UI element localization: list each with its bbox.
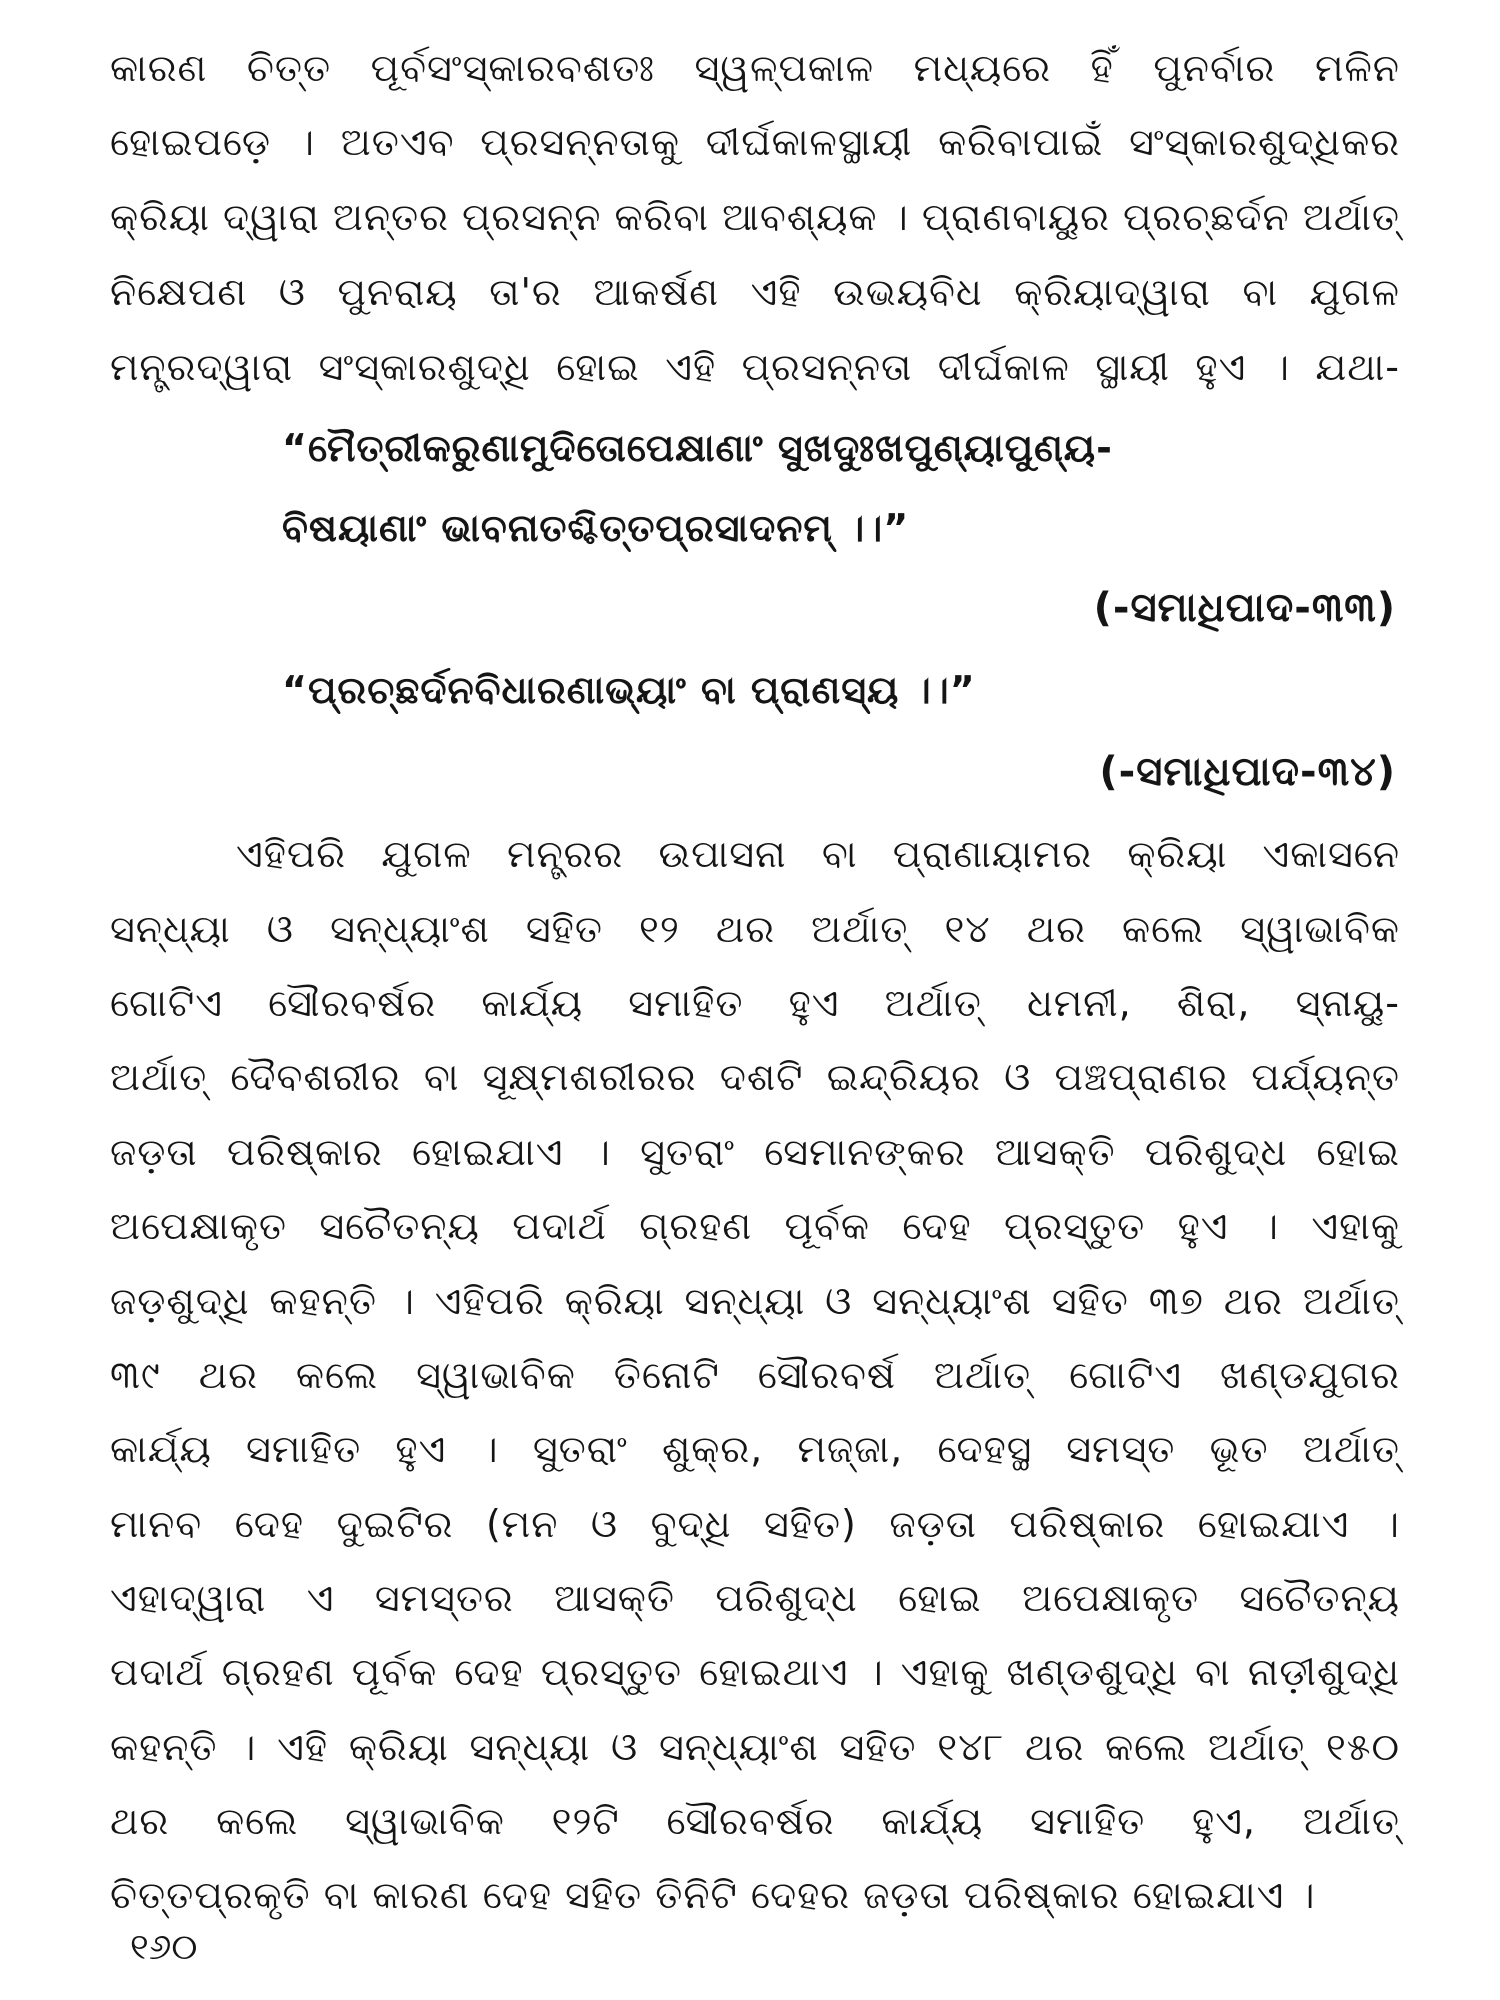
paragraph-2-line-3: ଗୋଟିଏ ସୌରବର୍ଷର କାର୍ଯ୍ୟ ସମାହିତ ହୁଏ ଅର୍ଥାତ୍ ଧମନୀ, ଶିରା, ସ୍ନାୟୁ- [110,981,1400,1025]
paragraph-2-line-8: ୩୯ ଥର କଲେ ସ୍ୱାଭାବିକ ତିନୋଟି ସୌରବର୍ଷ ଅର୍ଥାତ୍ ଗୋଟିଏ ଖଣ୍ଡଯୁଗର [110,1353,1400,1397]
verse-1-reference: (-ସମାଧିପାଦ-୩୩) [1093,585,1396,631]
paragraph-2-line-14: ଥର କଲେ ସ୍ୱାଭାବିକ ୧୨ଟି ସୌରବର୍ଷର କାର୍ଯ୍ୟ ସମାହିତ ହୁଏ, ଅର୍ଥାତ୍ [110,1799,1400,1843]
paragraph-1-line-1: କାରଣ ଚିତ୍ତ ପୂର୍ବସଂସ୍କାରବଶତଃ ସ୍ୱଳ୍ପକାଳ ମଧ୍ୟରେ ହିଁ ପୁନର୍ବାର ମଳିନ [110,46,1400,90]
paragraph-1-line-5: ମନ୍ତ୍ରଦ୍ୱାରା ସଂସ୍କାରଶୁଦ୍ଧି ହୋଇ ଏହି ପ୍ରସନ୍ନତା ଦୀର୍ଘକାଳ ସ୍ଥାୟୀ ହୁଏ । ଯଥା- [110,345,1400,389]
paragraph-2-line-13: କହନ୍ତି । ଏହି କ୍ରିୟା ସନ୍ଧ୍ୟା ଓ ସନ୍ଧ୍ୟାଂଶ ସହିତ ୧୪୮ ଥର କଲେ ଅର୍ଥାତ୍ ୧୫୦ [110,1725,1400,1769]
paragraph-2-line-15: ଚିତ୍ତପ୍ରକୃତି ବା କାରଣ ଦେହ ସହିତ ତିନିଟି ଦେହର ଜଡ଼ତା ପରିଷ୍କାର ହୋଇଯାଏ । [110,1873,1316,1917]
verse-1-line-2: ବିଷୟାଣାଂ ଭାବନାତଶ୍ଚିତ୍ତପ୍ରସାଦନମ୍ ।।” [282,506,910,550]
verse-2-reference: (-ସମାଧିପାଦ-୩୪) [1099,749,1396,795]
paragraph-2-line-4: ଅର୍ଥାତ୍ ଦୈବଶରୀର ବା ସୂକ୍ଷ୍ମଶରୀରର ଦଶଟି ଇନ୍ଦ୍ରିୟର ଓ ପଞ୍ଚପ୍ରାଣର ପର୍ଯ୍ୟନ୍ତ [110,1055,1400,1099]
paragraph-1-line-2: ହୋଇପଡ଼େ । ଅତଏବ ପ୍ରସନ୍ନତାକୁ ଦୀର୍ଘକାଳସ୍ଥାୟୀ କରିବାପାଇଁ ସଂସ୍କାରଶୁଦ୍ଧିକର [110,120,1400,164]
paragraph-2-line-7: ଜଡ଼ଶୁଦ୍ଧି କହନ୍ତି । ଏହିପରି କ୍ରିୟା ସନ୍ଧ୍ୟା ଓ ସନ୍ଧ୍ୟାଂଶ ସହିତ ୩୭ ଥର ଅର୍ଥାତ୍ [110,1279,1400,1323]
paragraph-2-line-11: ଏହାଦ୍ୱାରା ଏ ସମସ୍ତର ଆସକ୍ତି ପରିଶୁଦ୍ଧ ହୋଇ ଅପେକ୍ଷାକୃତ ସଚୈତନ୍ୟ [110,1576,1400,1620]
verse-1-line-1: “ମୈତ୍ରୀକରୁଣାମୁଦିତୋପେକ୍ଷାଣାଂ ସୁଖଦୁଃଖପୁଣ୍ୟାପୁଣ୍ୟ- [282,426,1113,470]
page-number: ୧୬୦ [130,1927,198,1968]
paragraph-1-line-3: କ୍ରିୟା ଦ୍ୱାରା ଅନ୍ତର ପ୍ରସନ୍ନ କରିବା ଆବଶ୍ୟକ । ପ୍ରାଣବାୟୁର ପ୍ରଚ୍ଛର୍ଦନ ଅର୍ଥାତ୍ [110,195,1400,239]
paragraph-2-line-10: ମାନବ ଦେହ ଦୁଇଟିର (ମନ ଓ ବୁଦ୍ଧି ସହିତ) ଜଡ଼ତା ପରିଷ୍କାର ହୋଇଯାଏ । [110,1502,1400,1546]
paragraph-2-line-9: କାର୍ଯ୍ୟ ସମାହିତ ହୁଏ । ସୁତରାଂ ଶୁକ୍ର, ମଜ୍ଜା, ଦେହସ୍ଥ ସମସ୍ତ ଭୂତ ଅର୍ଥାତ୍ [110,1427,1400,1471]
paragraph-2-line-2: ସନ୍ଧ୍ୟା ଓ ସନ୍ଧ୍ୟାଂଶ ସହିତ ୧୨ ଥର ଅର୍ଥାତ୍ ୧୪ ଥର କଲେ ସ୍ୱାଭାବିକ [110,907,1400,951]
paragraph-2-line-6: ଅପେକ୍ଷାକୃତ ସଚୈତନ୍ୟ ପଦାର୍ଥ ଗ୍ରହଣ ପୂର୍ବକ ଦେହ ପ୍ରସ୍ତୁତ ହୁଏ । ଏହାକୁ [110,1204,1400,1248]
paragraph-2-line-5: ଜଡ଼ତା ପରିଷ୍କାର ହୋଇଯାଏ । ସୁତରାଂ ସେମାନଙ୍କର ଆସକ୍ତି ପରିଶୁଦ୍ଧ ହୋଇ [110,1130,1400,1174]
paragraph-2-line-1: ଏହିପରି ଯୁଗଳ ମନ୍ତ୍ରର ଉପାସନା ବା ପ୍ରାଣାୟାମର କ୍ରିୟା ଏକାସନେ [236,832,1400,876]
verse-2-line-1: “ପ୍ରଚ୍ଛର୍ଦନବିଧାରଣାଭ୍ୟାଂ ବା ପ୍ରାଣସ୍ୟ ।।” [282,668,976,712]
paragraph-2-line-12: ପଦାର୍ଥ ଗ୍ରହଣ ପୂର୍ବକ ଦେହ ପ୍ରସ୍ତୁତ ହୋଇଥାଏ । ଏହାକୁ ଖଣ୍ଡଶୁଦ୍ଧି ବା ନାଡ଼ୀଶୁଦ୍ଧି [110,1650,1400,1694]
paragraph-1-line-4: ନିକ୍ଷେପଣ ଓ ପୁନରାୟ ତା'ର ଆକର୍ଷଣ ଏହି ଉଭୟବିଧ କ୍ରିୟାଦ୍ୱାରା ବା ଯୁଗଳ [110,270,1400,314]
